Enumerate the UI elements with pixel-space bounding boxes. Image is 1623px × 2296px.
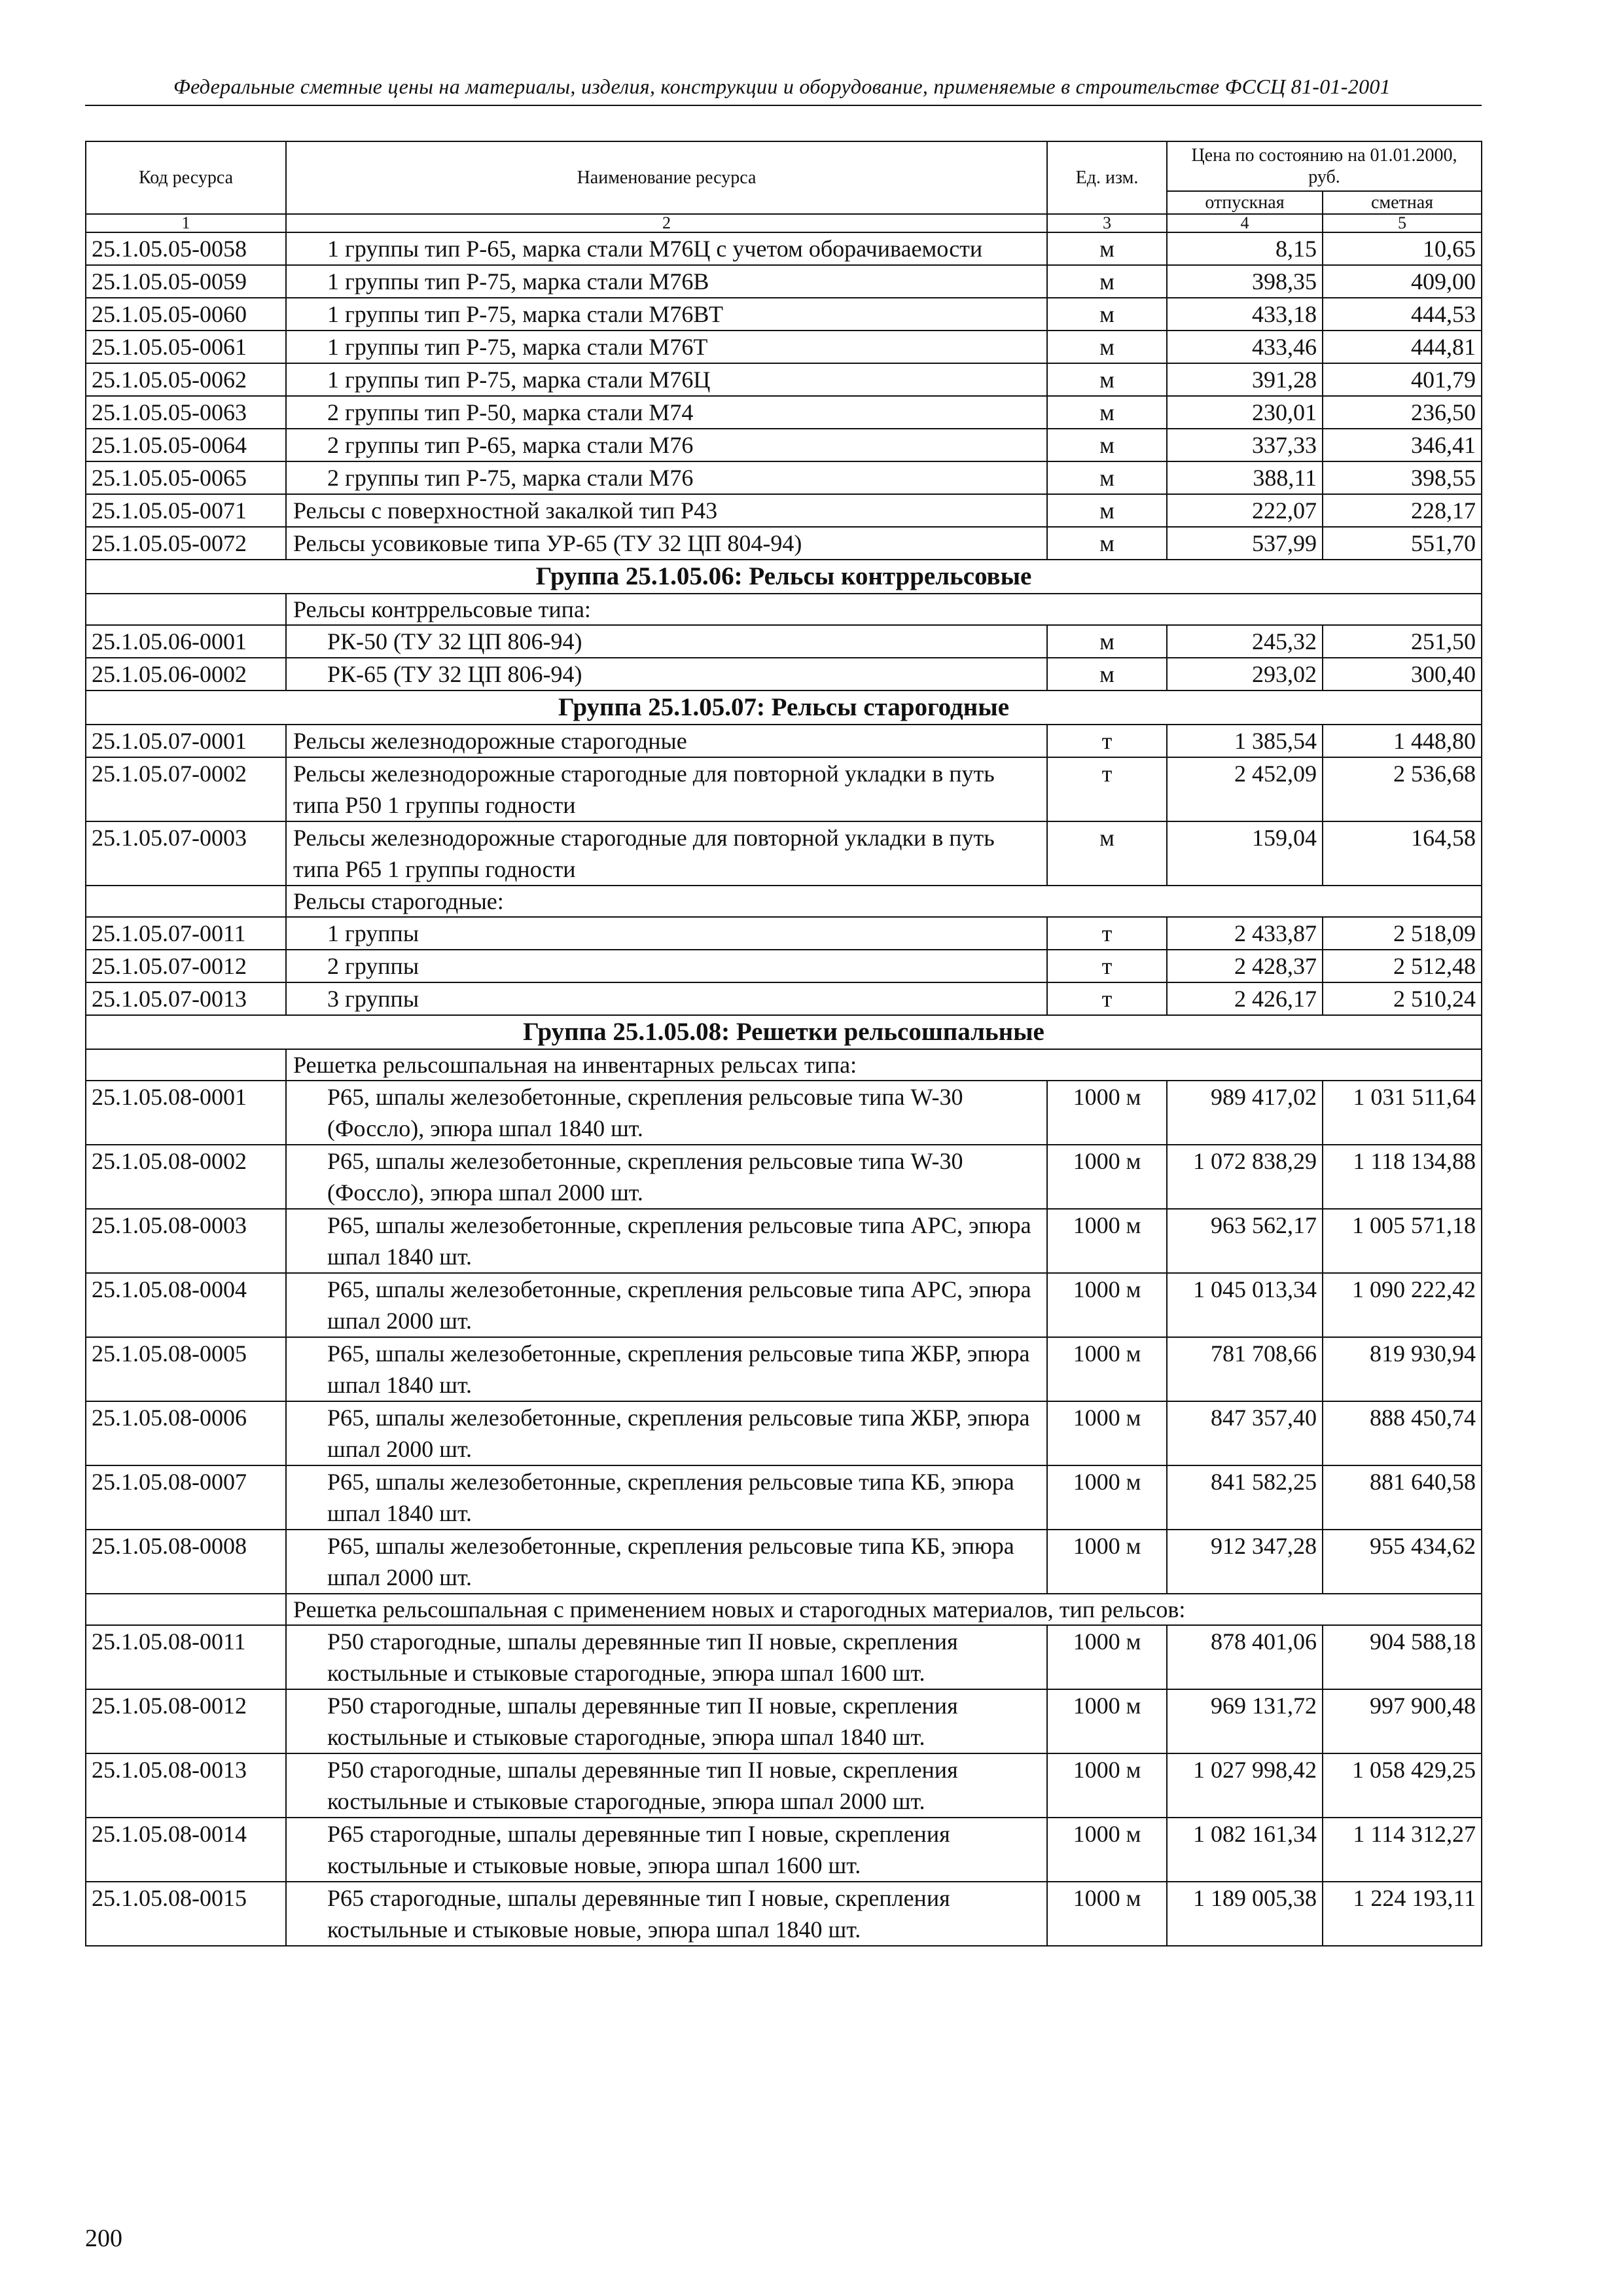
estimate-price: 10,65 xyxy=(1323,232,1482,265)
col-header-estimate: сметная xyxy=(1323,191,1482,214)
table-row xyxy=(86,396,1482,429)
resource-name: 1 группы тип Р-65, марка стали М76Ц с учетом оборачиваемости xyxy=(286,232,1047,265)
release-price: 8,15 xyxy=(1167,232,1323,265)
resource-code: 25.1.05.05-0059 xyxy=(86,265,286,298)
table-row xyxy=(86,757,1482,821)
estimate-price: 1 090 222,42 xyxy=(1323,1273,1482,1337)
unit: 1000 м xyxy=(1047,1753,1167,1818)
table-row xyxy=(86,917,1482,950)
col-number: 1 xyxy=(86,214,286,232)
table-row xyxy=(86,982,1482,1015)
resource-code: 25.1.05.06-0002 xyxy=(86,658,286,691)
resource-code: 25.1.05.07-0012 xyxy=(86,950,286,982)
resource-code: 25.1.05.08-0007 xyxy=(86,1465,286,1530)
unit: 1000 м xyxy=(1047,1530,1167,1594)
estimate-price: 2 512,48 xyxy=(1323,950,1482,982)
resource-name: 2 группы тип Р-65, марка стали М76 xyxy=(286,429,1047,461)
release-price: 989 417,02 xyxy=(1167,1081,1323,1145)
table-row xyxy=(86,527,1482,560)
estimate-price: 228,17 xyxy=(1323,494,1482,527)
group-heading: Группа 25.1.05.08: Решетки рельсошпальные xyxy=(86,1015,1482,1049)
table-row xyxy=(86,265,1482,298)
resource-code: 25.1.05.07-0013 xyxy=(86,982,286,1015)
release-price: 391,28 xyxy=(1167,363,1323,396)
unit: м xyxy=(1047,461,1167,494)
table-row xyxy=(86,625,1482,658)
col-number: 4 xyxy=(1167,214,1323,232)
unit: 1000 м xyxy=(1047,1465,1167,1530)
running-header: Федеральные сметные цены на материалы, изделия, конструкции и оборудование, применяемые в строительстве ФССЦ 81-01-2001 xyxy=(173,75,1391,98)
resource-name: Р65, шпалы железобетонные, скрепления рельсовые типа КБ, эпюра шпал 2000 шт. xyxy=(286,1530,1047,1594)
release-price: 878 401,06 xyxy=(1167,1625,1323,1689)
table-row xyxy=(86,1625,1482,1689)
group-heading-row xyxy=(86,1015,1482,1049)
estimate-price: 888 450,74 xyxy=(1323,1401,1482,1465)
release-price: 2 452,09 xyxy=(1167,757,1323,821)
unit: т xyxy=(1047,757,1167,821)
estimate-price: 236,50 xyxy=(1323,396,1482,429)
resource-code: 25.1.05.08-0013 xyxy=(86,1753,286,1818)
unit: м xyxy=(1047,658,1167,691)
resource-code: 25.1.05.08-0011 xyxy=(86,1625,286,1689)
estimate-price: 444,81 xyxy=(1323,331,1482,363)
resource-name: Р65 старогодные, шпалы деревянные тип I новые, скрепления костыльные и стыковые новые, эпюра шпал 1600 шт. xyxy=(286,1818,1047,1882)
resource-code: 25.1.05.07-0011 xyxy=(86,917,286,950)
unit: м xyxy=(1047,331,1167,363)
release-price: 847 357,40 xyxy=(1167,1401,1323,1465)
estimate-price: 551,70 xyxy=(1323,527,1482,560)
resource-code: 25.1.05.07-0003 xyxy=(86,821,286,886)
table-row xyxy=(86,821,1482,886)
subheading-row xyxy=(86,1049,1482,1081)
release-price: 337,33 xyxy=(1167,429,1323,461)
estimate-price: 997 900,48 xyxy=(1323,1689,1482,1753)
release-price: 969 131,72 xyxy=(1167,1689,1323,1753)
resource-name: Р50 старогодные, шпалы деревянные тип II новые, скрепления костыльные и стыковые старогодные, эпюра шпал 1840 шт. xyxy=(286,1689,1047,1753)
resource-name: 3 группы xyxy=(286,982,1047,1015)
resource-code: 25.1.05.08-0005 xyxy=(86,1337,286,1401)
table-row xyxy=(86,1209,1482,1273)
estimate-price: 1 031 511,64 xyxy=(1323,1081,1482,1145)
resource-name: Р65, шпалы железобетонные, скрепления рельсовые типа АРС, эпюра шпал 2000 шт. xyxy=(286,1273,1047,1337)
resource-code: 25.1.05.08-0012 xyxy=(86,1689,286,1753)
unit: м xyxy=(1047,298,1167,331)
resource-code: 25.1.05.05-0065 xyxy=(86,461,286,494)
resource-code: 25.1.05.05-0061 xyxy=(86,331,286,363)
unit: 1000 м xyxy=(1047,1145,1167,1209)
table-row xyxy=(86,1753,1482,1818)
unit: м xyxy=(1047,527,1167,560)
estimate-price: 409,00 xyxy=(1323,265,1482,298)
table-row xyxy=(86,1530,1482,1594)
release-price: 230,01 xyxy=(1167,396,1323,429)
subheading-row xyxy=(86,594,1482,625)
release-price: 2 433,87 xyxy=(1167,917,1323,950)
subheading: Решетка рельсошпальная на инвентарных рельсах типа: xyxy=(286,1049,1482,1081)
subheading-row xyxy=(86,1594,1482,1625)
estimate-price: 1 448,80 xyxy=(1323,725,1482,757)
unit: м xyxy=(1047,396,1167,429)
subheading-code-cell xyxy=(86,594,286,625)
release-price: 1 082 161,34 xyxy=(1167,1818,1323,1882)
resource-code: 25.1.05.08-0015 xyxy=(86,1882,286,1946)
estimate-price: 1 058 429,25 xyxy=(1323,1753,1482,1818)
resource-code: 25.1.05.08-0008 xyxy=(86,1530,286,1594)
unit: м xyxy=(1047,429,1167,461)
resource-code: 25.1.05.08-0004 xyxy=(86,1273,286,1337)
resource-name: Рельсы железнодорожные старогодные для повторной укладки в путь типа Р50 1 группы годности xyxy=(286,757,1047,821)
resource-name: Р65, шпалы железобетонные, скрепления рельсовые типа ЖБР, эпюра шпал 2000 шт. xyxy=(286,1401,1047,1465)
unit: 1000 м xyxy=(1047,1401,1167,1465)
release-price: 388,11 xyxy=(1167,461,1323,494)
col-header-unit: Ед. изм. xyxy=(1047,141,1167,214)
subheading-row xyxy=(86,886,1482,917)
unit: 1000 м xyxy=(1047,1882,1167,1946)
table-row xyxy=(86,1689,1482,1753)
estimate-price: 444,53 xyxy=(1323,298,1482,331)
resource-name: Р65, шпалы железобетонные, скрепления рельсовые типа КБ, эпюра шпал 1840 шт. xyxy=(286,1465,1047,1530)
release-price: 433,18 xyxy=(1167,298,1323,331)
resource-code: 25.1.05.05-0072 xyxy=(86,527,286,560)
resource-name: 2 группы xyxy=(286,950,1047,982)
page-number: 200 xyxy=(85,2225,122,2252)
estimate-price: 1 114 312,27 xyxy=(1323,1818,1482,1882)
estimate-price: 2 510,24 xyxy=(1323,982,1482,1015)
table-row xyxy=(86,331,1482,363)
col-header-name: Наименование ресурса xyxy=(286,141,1047,214)
resource-name: Р50 старогодные, шпалы деревянные тип II новые, скрепления костыльные и стыковые старогодные, эпюра шпал 2000 шт. xyxy=(286,1753,1047,1818)
resource-code: 25.1.05.08-0014 xyxy=(86,1818,286,1882)
release-price: 1 072 838,29 xyxy=(1167,1145,1323,1209)
unit: 1000 м xyxy=(1047,1818,1167,1882)
estimate-price: 1 005 571,18 xyxy=(1323,1209,1482,1273)
unit: т xyxy=(1047,982,1167,1015)
resource-code: 25.1.05.05-0060 xyxy=(86,298,286,331)
unit: м xyxy=(1047,232,1167,265)
unit: т xyxy=(1047,950,1167,982)
resource-name: 2 группы тип Р-50, марка стали М74 xyxy=(286,396,1047,429)
group-heading: Группа 25.1.05.07: Рельсы старогодные xyxy=(86,691,1482,725)
header-rule xyxy=(85,105,1482,106)
estimate-price: 251,50 xyxy=(1323,625,1482,658)
table-row xyxy=(86,1337,1482,1401)
unit: 1000 м xyxy=(1047,1689,1167,1753)
estimate-price: 955 434,62 xyxy=(1323,1530,1482,1594)
release-price: 2 428,37 xyxy=(1167,950,1323,982)
estimate-price: 1 224 193,11 xyxy=(1323,1882,1482,1946)
table-row xyxy=(86,658,1482,691)
subheading: Рельсы контррельсовые типа: xyxy=(286,594,1482,625)
unit: 1000 м xyxy=(1047,1625,1167,1689)
table-row xyxy=(86,1273,1482,1337)
release-price: 245,32 xyxy=(1167,625,1323,658)
resource-name: 1 группы тип Р-75, марка стали М76ВТ xyxy=(286,298,1047,331)
resource-name: 1 группы тип Р-75, марка стали М76Ц xyxy=(286,363,1047,396)
release-price: 159,04 xyxy=(1167,821,1323,886)
release-price: 537,99 xyxy=(1167,527,1323,560)
group-heading-row xyxy=(86,560,1482,594)
table-row xyxy=(86,1145,1482,1209)
resource-code: 25.1.05.05-0058 xyxy=(86,232,286,265)
estimate-price: 398,55 xyxy=(1323,461,1482,494)
table-row xyxy=(86,1465,1482,1530)
release-price: 433,46 xyxy=(1167,331,1323,363)
unit: 1000 м xyxy=(1047,1337,1167,1401)
resource-name: Р65, шпалы железобетонные, скрепления рельсовые типа W-30 (Фоссло), эпюра шпал 2000 шт. xyxy=(286,1145,1047,1209)
table-row xyxy=(86,950,1482,982)
group-heading: Группа 25.1.05.06: Рельсы контррельсовые xyxy=(86,560,1482,594)
resource-name: Р65 старогодные, шпалы деревянные тип I новые, скрепления костыльные и стыковые новые, эпюра шпал 1840 шт. xyxy=(286,1882,1047,1946)
subheading-code-cell xyxy=(86,1594,286,1625)
resource-code: 25.1.05.08-0003 xyxy=(86,1209,286,1273)
resource-name: Рельсы с поверхностной закалкой тип Р43 xyxy=(286,494,1047,527)
resource-code: 25.1.05.06-0001 xyxy=(86,625,286,658)
unit: м xyxy=(1047,265,1167,298)
table-row xyxy=(86,363,1482,396)
table-row xyxy=(86,461,1482,494)
subheading-code-cell xyxy=(86,1049,286,1081)
release-price: 293,02 xyxy=(1167,658,1323,691)
unit: т xyxy=(1047,917,1167,950)
release-price: 963 562,17 xyxy=(1167,1209,1323,1273)
resource-code: 25.1.05.08-0002 xyxy=(86,1145,286,1209)
group-heading-row xyxy=(86,691,1482,725)
resource-code: 25.1.05.07-0002 xyxy=(86,757,286,821)
estimate-price: 881 640,58 xyxy=(1323,1465,1482,1530)
resource-name: Р65, шпалы железобетонные, скрепления рельсовые типа ЖБР, эпюра шпал 1840 шт. xyxy=(286,1337,1047,1401)
subheading: Рельсы старогодные: xyxy=(286,886,1482,917)
estimate-price: 164,58 xyxy=(1323,821,1482,886)
resource-name: 1 группы тип Р-75, марка стали М76Т xyxy=(286,331,1047,363)
resource-code: 25.1.05.05-0062 xyxy=(86,363,286,396)
release-price: 398,35 xyxy=(1167,265,1323,298)
col-number: 3 xyxy=(1047,214,1167,232)
table-row xyxy=(86,1882,1482,1946)
unit: 1000 м xyxy=(1047,1209,1167,1273)
resource-code: 25.1.05.05-0064 xyxy=(86,429,286,461)
estimate-price: 346,41 xyxy=(1323,429,1482,461)
release-price: 1 027 998,42 xyxy=(1167,1753,1323,1818)
resource-name: 1 группы тип Р-75, марка стали М76В xyxy=(286,265,1047,298)
resource-name: Р50 старогодные, шпалы деревянные тип II новые, скрепления костыльные и стыковые старогодные, эпюра шпал 1600 шт. xyxy=(286,1625,1047,1689)
resource-name: РК-65 (ТУ 32 ЦП 806-94) xyxy=(286,658,1047,691)
estimate-price: 2 518,09 xyxy=(1323,917,1482,950)
resource-code: 25.1.05.05-0063 xyxy=(86,396,286,429)
estimate-price: 1 118 134,88 xyxy=(1323,1145,1482,1209)
estimate-price: 2 536,68 xyxy=(1323,757,1482,821)
price-table xyxy=(85,141,1482,1946)
unit: 1000 м xyxy=(1047,1081,1167,1145)
subheading-code-cell xyxy=(86,886,286,917)
estimate-price: 819 930,94 xyxy=(1323,1337,1482,1401)
estimate-price: 401,79 xyxy=(1323,363,1482,396)
table-row xyxy=(86,298,1482,331)
release-price: 2 426,17 xyxy=(1167,982,1323,1015)
table-body xyxy=(86,232,1482,1946)
resource-name: Р65, шпалы железобетонные, скрепления рельсовые типа АРС, эпюра шпал 1840 шт. xyxy=(286,1209,1047,1273)
col-header-release: отпускная xyxy=(1167,191,1323,214)
resource-name: 2 группы тип Р-75, марка стали М76 xyxy=(286,461,1047,494)
release-price: 781 708,66 xyxy=(1167,1337,1323,1401)
col-header-code: Код ресурса xyxy=(86,141,286,214)
resource-code: 25.1.05.08-0006 xyxy=(86,1401,286,1465)
release-price: 1 385,54 xyxy=(1167,725,1323,757)
release-price: 912 347,28 xyxy=(1167,1530,1323,1594)
table-row xyxy=(86,725,1482,757)
unit: м xyxy=(1047,821,1167,886)
table-row xyxy=(86,1401,1482,1465)
unit: м xyxy=(1047,494,1167,527)
table-head xyxy=(86,141,1482,232)
release-price: 1 189 005,38 xyxy=(1167,1882,1323,1946)
table-row xyxy=(86,1818,1482,1882)
table-row xyxy=(86,1081,1482,1145)
table-row xyxy=(86,232,1482,265)
estimate-price: 300,40 xyxy=(1323,658,1482,691)
unit: т xyxy=(1047,725,1167,757)
table-row xyxy=(86,494,1482,527)
unit: м xyxy=(1047,625,1167,658)
resource-name: Рельсы железнодорожные старогодные для повторной укладки в путь типа Р65 1 группы годности xyxy=(286,821,1047,886)
unit: 1000 м xyxy=(1047,1273,1167,1337)
release-price: 222,07 xyxy=(1167,494,1323,527)
subheading: Решетка рельсошпальная с применением новых и старогодных материалов, тип рельсов: xyxy=(286,1594,1482,1625)
unit: м xyxy=(1047,363,1167,396)
resource-name: Р65, шпалы железобетонные, скрепления рельсовые типа W-30 (Фоссло), эпюра шпал 1840 шт. xyxy=(286,1081,1047,1145)
release-price: 841 582,25 xyxy=(1167,1465,1323,1530)
release-price: 1 045 013,34 xyxy=(1167,1273,1323,1337)
col-header-price: Цена по состоянию на 01.01.2000, руб. xyxy=(1167,141,1482,191)
resource-name: РК-50 (ТУ 32 ЦП 806-94) xyxy=(286,625,1047,658)
resource-code: 25.1.05.05-0071 xyxy=(86,494,286,527)
estimate-price: 904 588,18 xyxy=(1323,1625,1482,1689)
resource-name: Рельсы усовиковые типа УР-65 (ТУ 32 ЦП 804-94) xyxy=(286,527,1047,560)
col-number: 2 xyxy=(286,214,1047,232)
resource-code: 25.1.05.07-0001 xyxy=(86,725,286,757)
resource-name: Рельсы железнодорожные старогодные xyxy=(286,725,1047,757)
resource-name: 1 группы xyxy=(286,917,1047,950)
table-row xyxy=(86,429,1482,461)
resource-code: 25.1.05.08-0001 xyxy=(86,1081,286,1145)
col-number: 5 xyxy=(1323,214,1482,232)
